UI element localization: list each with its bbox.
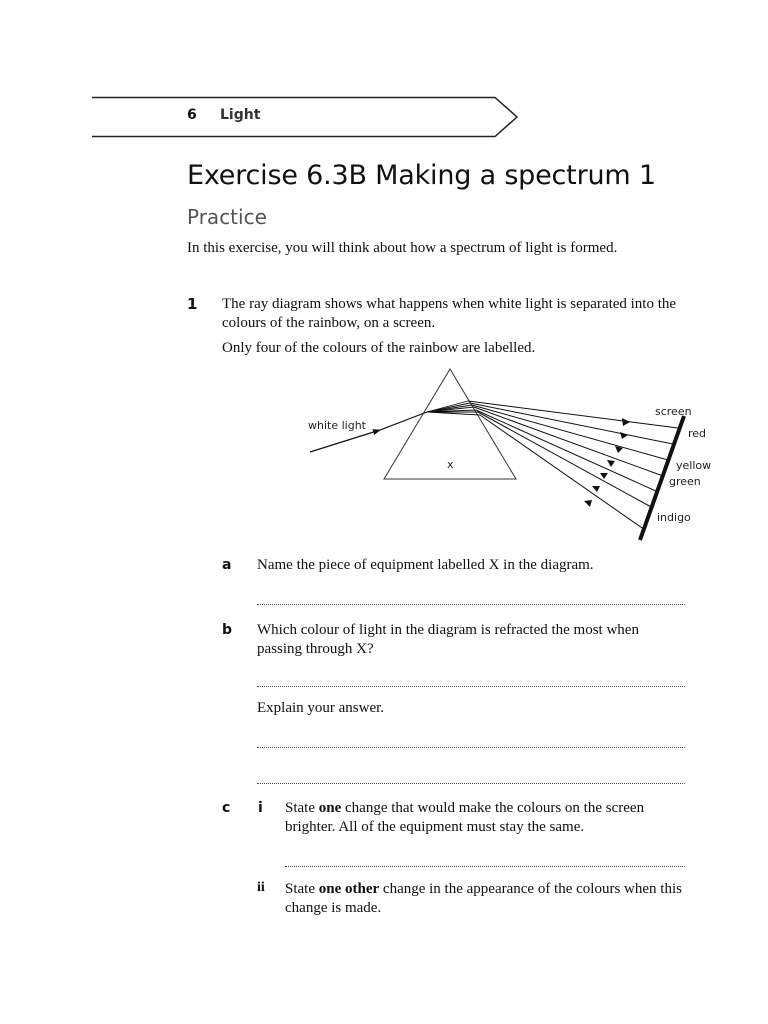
part-a-text: Name the piece of equipment labelled X in the diagram. <box>257 557 594 573</box>
part-b-text: Which colour of light in the diagram is refracted the most when passing through X? <box>257 622 639 657</box>
label-screen: screen <box>655 405 692 418</box>
part-a-letter: a <box>222 557 232 573</box>
label-red: red <box>688 427 707 440</box>
answer-line-b2[interactable] <box>257 747 685 748</box>
part-b-letter: b <box>222 622 233 638</box>
label-prism-x: x <box>447 458 454 471</box>
question-note: Only four of the colours of the rainbow are labelled. <box>222 340 536 356</box>
part-c-ii-numeral: ii <box>257 880 265 895</box>
ray-diagram <box>300 360 720 550</box>
part-b-followup: Explain your answer. <box>257 700 385 716</box>
white-light-ray <box>310 430 380 452</box>
ray-arrows <box>584 418 630 507</box>
question-number: 1 <box>187 295 198 313</box>
exercise-title: Exercise 6.3B Making a spectrum 1 <box>187 160 656 191</box>
part-c-i-text: State one change that would make the colours on the screen brighter. All of the equipment must stay the same. <box>285 800 645 835</box>
chapter-title: Light <box>220 107 261 123</box>
answer-line-b1[interactable] <box>257 686 685 687</box>
question-text: The ray diagram shows what happens when white light is separated into the colours of the rainbow, on a screen. <box>222 296 677 331</box>
label-indigo: indigo <box>657 511 691 524</box>
label-green: green <box>669 475 701 488</box>
dispersed-rays <box>468 401 678 530</box>
part-c-ii-text: State one other change in the appearance of the colours when this change is made. <box>285 881 682 916</box>
label-yellow: yellow <box>676 459 712 472</box>
answer-line-a[interactable] <box>257 604 685 605</box>
chapter-number: 6 <box>187 107 197 123</box>
chapter-banner <box>92 96 522 138</box>
part-c-i-numeral: i <box>258 800 263 816</box>
label-white-light: white light <box>308 419 366 432</box>
answer-line-b3[interactable] <box>257 783 685 784</box>
answer-line-c-i[interactable] <box>285 866 685 867</box>
part-c-letter: c <box>222 800 231 816</box>
section-heading: Practice <box>187 205 267 229</box>
intro-text: In this exercise, you will think about how a spectrum of light is formed. <box>187 240 618 256</box>
